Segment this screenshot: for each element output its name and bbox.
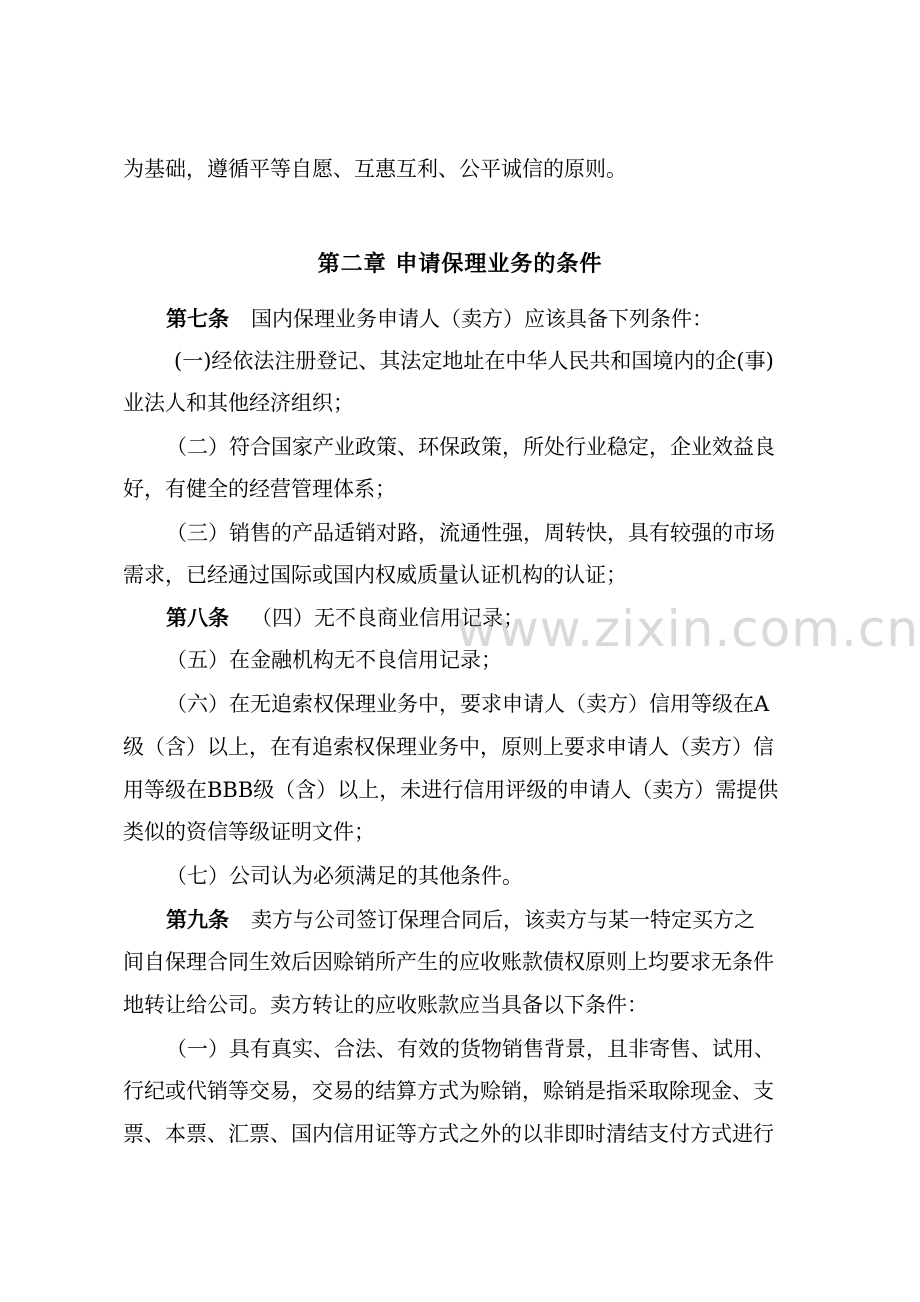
- paragraph-line: （二）符合国家产业政策、环保政策，所处行业稳定，企业效益良: [166, 435, 775, 459]
- paragraph-line: 好，有健全的经营管理体系；: [123, 477, 396, 501]
- article-7: [166, 305, 713, 333]
- paragraph-line: 地转让给公司。卖方转让的应收账款应当具备以下条件：: [123, 993, 648, 1017]
- article-8-text: （四）无不良商业信用记录；: [251, 606, 524, 630]
- paragraph-line: 用等级在BBB级（含）以上，未进行信用评级的申请人（卖方）需提供: [123, 778, 779, 802]
- paragraph-line: 级（含）以上，在有追索权保理业务中，原则上要求申请人（卖方）信: [123, 735, 774, 759]
- paragraph-line: （五）在金融机构无不良信用记录；: [166, 648, 502, 672]
- article-7-label: 第七条: [166, 307, 229, 331]
- paragraph-line: 类似的资信等级证明文件；: [123, 820, 375, 844]
- paragraph-line: 票、本票、汇票、国内信用证等方式之外的以非即时清结支付方式进行: [123, 1122, 774, 1146]
- article-9-label: 第九条: [166, 908, 229, 932]
- paragraph-line: 间自保理合同生效后因赊销所产生的应收账款债权原则上均要求无条件: [123, 950, 774, 974]
- watermark: www.zixin.com.cn: [456, 600, 920, 658]
- article-9: [166, 906, 755, 934]
- article-8-label: 第八条: [166, 606, 229, 630]
- article-9-text: 卖方与公司签订保理合同后，该卖方与某一特定买方之: [251, 908, 755, 932]
- paragraph-line: 行纪或代销等交易，交易的结算方式为赊销，赊销是指采取除现金、支: [123, 1079, 774, 1103]
- paragraph-line: （三）销售的产品适销对路，流通性强，周转快，具有较强的市场: [166, 521, 775, 545]
- paragraph-line: 需求，已经通过国际或国内权威质量认证机构的认证；: [123, 563, 627, 587]
- paragraph-line: （七）公司认为必须满足的其他条件。: [166, 864, 523, 888]
- chapter-title: 第二章 申请保理业务的条件: [317, 252, 603, 277]
- paragraph-line: （一）具有真实、合法、有效的货物销售背景，且非寄售、试用、: [166, 1037, 775, 1061]
- paragraph-line: (一)经依法注册登记、其法定地址在中华人民共和国境内的企(事): [174, 349, 774, 373]
- article-7-text: 国内保理业务申请人（卖方）应该具备下列条件：: [251, 307, 713, 331]
- paragraph-line: （六）在无追索权保理业务中，要求申请人（卖方）信用等级在A: [166, 692, 770, 716]
- paragraph-line: 业法人和其他经济组织；: [123, 391, 354, 415]
- paragraph-line: 为基础，遵循平等自愿、互惠互利、公平诚信的原则。: [123, 157, 627, 181]
- article-8: [166, 604, 524, 632]
